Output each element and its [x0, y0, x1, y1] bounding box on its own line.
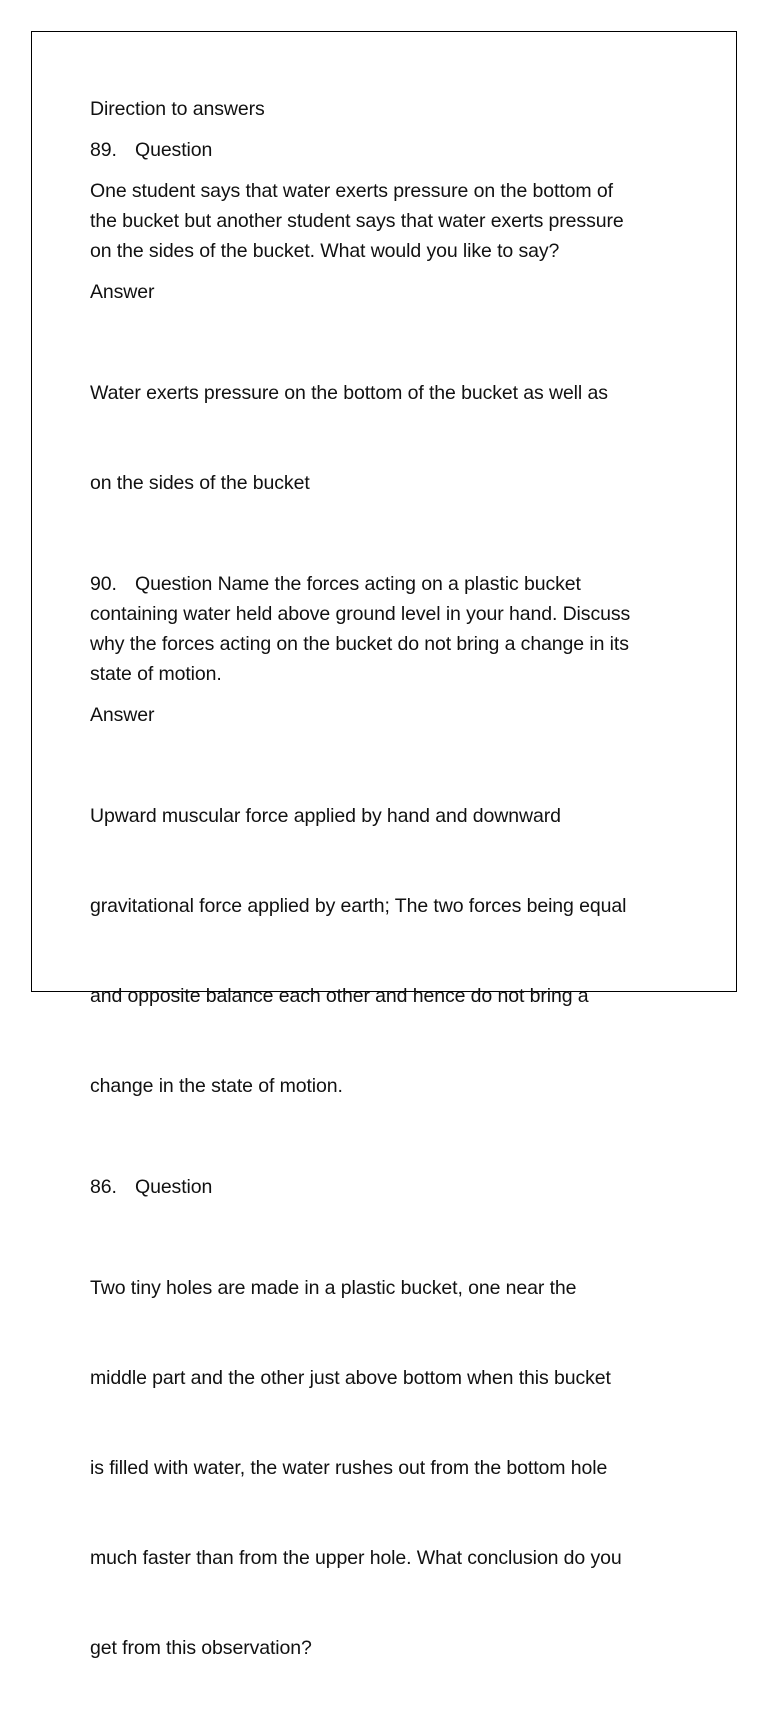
text-line: change in the state of motion. [90, 1075, 343, 1097]
question-label: Question [135, 139, 213, 161]
text-line: why the forces acting on the bucket do not bring a change in its [90, 633, 629, 655]
text-line: and opposite balance each other and hence do not bring a [90, 985, 589, 1007]
text-line: One student says that water exerts pressure on the bottom of [90, 180, 613, 202]
text-line: on the sides of the bucket [90, 472, 310, 494]
question-86-header [90, 1172, 690, 1202]
text-line: Two tiny holes are made in a plastic bucket, one near the [90, 1277, 577, 1299]
text-line: the bucket but another student says that water exerts pressure [90, 210, 624, 232]
question-number: 89. [90, 139, 117, 161]
answer-89-text [90, 318, 690, 558]
question-label: Question Name the forces acting on a plastic bucket [135, 573, 581, 595]
text-line: is filled with water, the water rushes out from the bottom hole [90, 1457, 608, 1479]
text-line: get from this observation? [90, 1637, 312, 1659]
text-line: middle part and the other just above bottom when this bucket [90, 1367, 611, 1389]
text-line: gravitational force applied by earth; The two forces being equal [90, 895, 627, 917]
question-86-text [90, 1213, 690, 1723]
text-line: much faster than from the upper hole. What conclusion do you [90, 1547, 622, 1569]
answer-89-label: Answer [90, 281, 155, 303]
question-89-text [90, 176, 690, 266]
text-line: state of motion. [90, 663, 222, 685]
answer-90-label: Answer [90, 704, 155, 726]
question-90-text [90, 569, 690, 689]
question-number: 86. [90, 1176, 117, 1198]
question-label: Question [135, 1176, 213, 1198]
document-heading: Direction to answers [90, 98, 265, 120]
document-body [90, 94, 690, 1734]
question-89-header [90, 135, 690, 165]
text-line: Upward muscular force applied by hand and downward [90, 805, 561, 827]
answer-90-text [90, 741, 690, 1161]
question-number: 90. [90, 573, 117, 595]
text-line: on the sides of the bucket. What would you like to say? [90, 240, 560, 262]
text-line: containing water held above ground level in your hand. Discuss [90, 603, 631, 625]
text-line: Water exerts pressure on the bottom of the bucket as well as [90, 382, 608, 404]
text-line [90, 569, 690, 599]
